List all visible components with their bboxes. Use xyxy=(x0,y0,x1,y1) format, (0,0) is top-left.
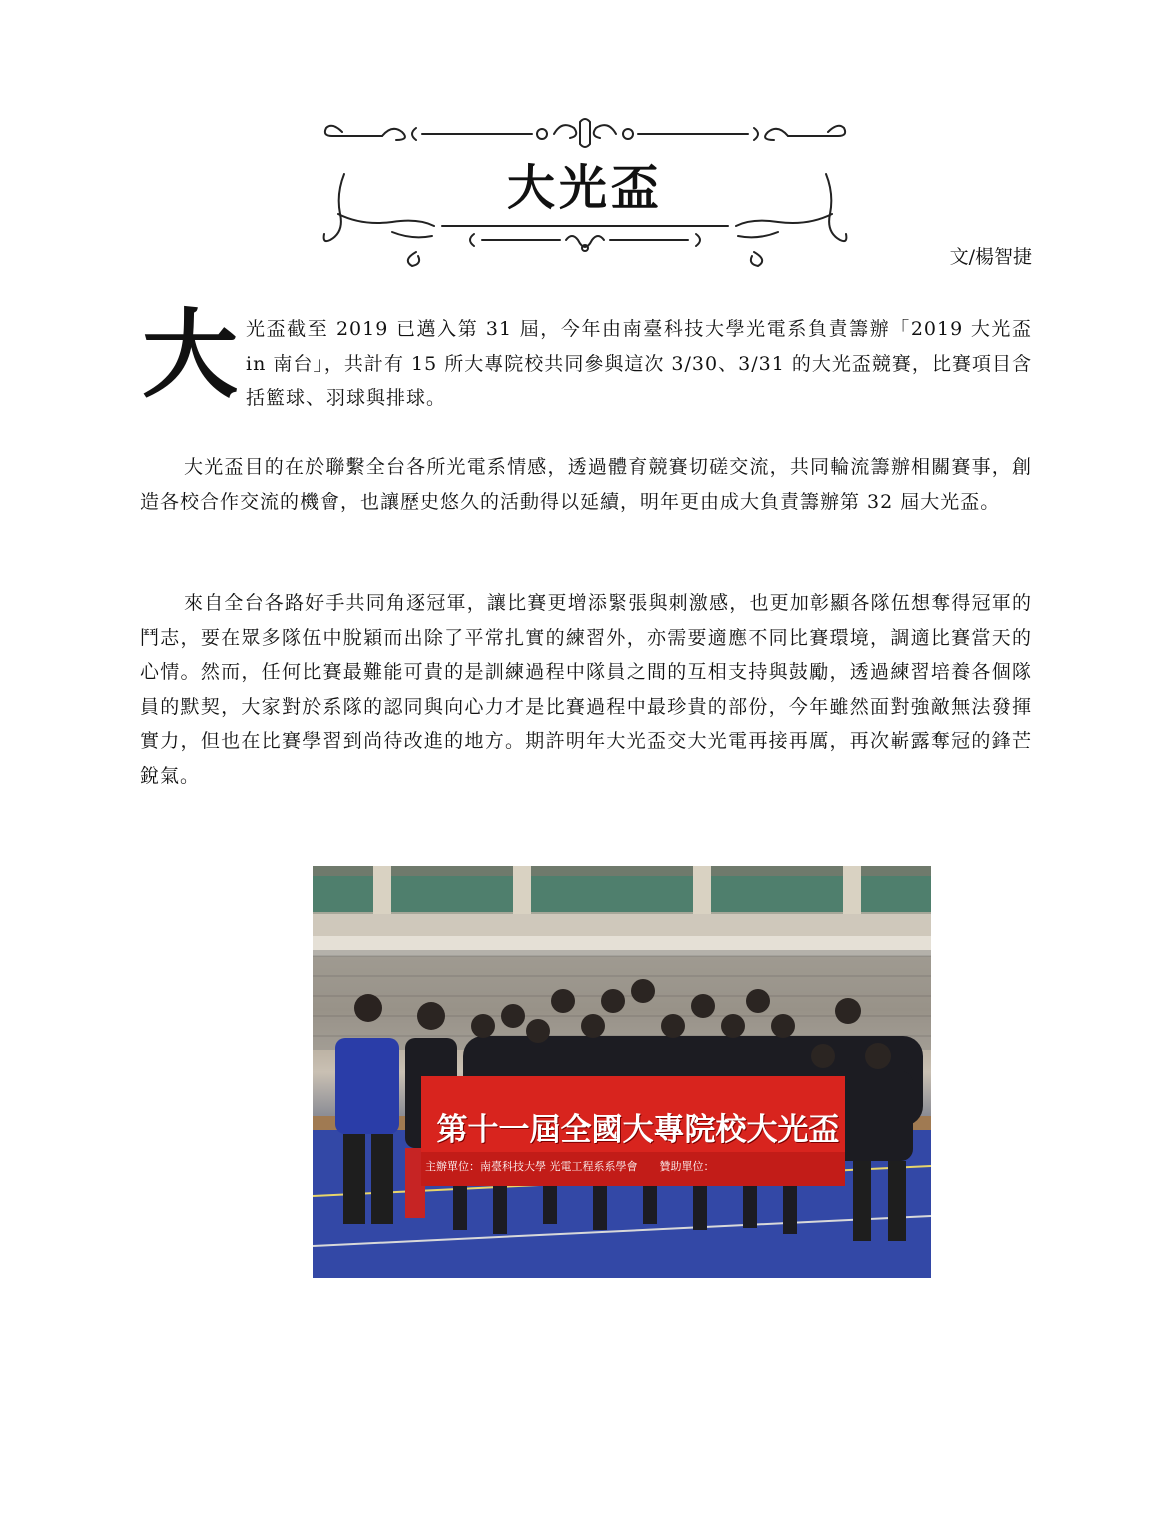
team-photo-icon xyxy=(313,866,931,1278)
paragraph-3: 來自全台各路好手共同角逐冠軍，讓比賽更增添緊張與刺激感，也更加彰顯各隊伍想奪得冠軍的鬥志，要在眾多隊伍中脫穎而出除了平常扎實的練習外，亦需要適應不同比賽環境，調適比賽當天的心情。然而，任何比賽最難能可貴的是訓練過程中隊員之間的互相支持與鼓勵，透過練習培養各個隊員的默契，大家對於系隊的認同與向心力才是比賽過程中最珍貴的部份，今年雖然面對強敵無法發揮實力，但也在比賽學習到尚待改進的地方。期許明年大光盃交大光電再接再厲，再次嶄露奪冠的鋒芒銳氣。 xyxy=(140,592,1032,787)
team-photo xyxy=(313,866,931,1278)
author-byline: 文/楊智捷 xyxy=(949,246,1032,268)
drop-cap: 大 xyxy=(142,298,238,411)
title-frame xyxy=(322,114,848,270)
page-title: 大光盃 xyxy=(506,160,663,216)
banner-title: 第十一屆全國大專院校大光盃 xyxy=(436,1112,840,1148)
paragraph-2: 大光盃目的在於聯繫全台各所光電系情感，透過體育競賽切磋交流，共同輪流籌辦相關賽事，創造各校合作交流的機會，也讓歷史悠久的活動得以延續，明年更由成大負責籌辦第 32 屆大光盃。 xyxy=(140,456,1032,513)
paragraph-1: 光盃截至 2019 已邁入第 31 屆，今年由南臺科技大學光電系負責籌辦「2019 大光盃 in 南台」，共計有 15 所大專院校共同參與這次 3/30、3/31 的大光盃競賽，比賽項目含括籃球、羽球與排球。 xyxy=(246,318,1032,409)
banner-subtitle: 主辦單位：南臺科技大學 光電工程系系學會 贊助單位： xyxy=(425,1160,715,1173)
